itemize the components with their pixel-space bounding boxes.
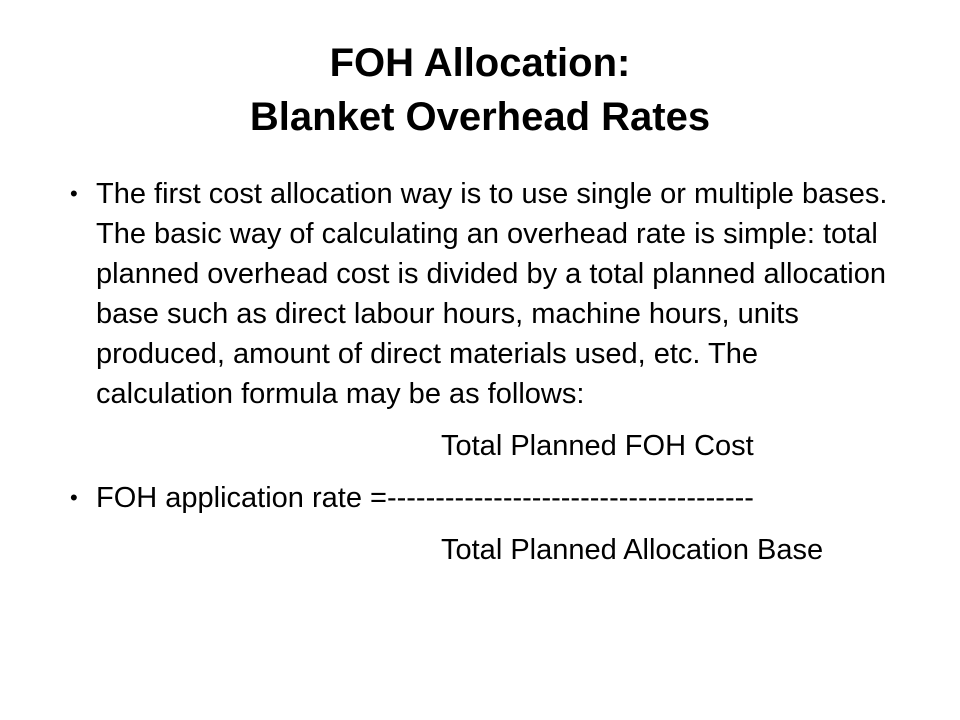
bullet-item <box>70 174 900 414</box>
bullet-marker: • <box>70 181 78 206</box>
slide-title <box>60 36 900 144</box>
formula-numerator: Total Planned FOH Cost <box>441 430 754 462</box>
title-line-2: Blanket Overhead Rates <box>249 95 711 139</box>
slide-body <box>70 174 900 570</box>
bullet-marker: • <box>70 485 78 510</box>
formula-label: FOH application rate =-------------------------------------- <box>96 482 754 514</box>
bullet-text: The first cost allocation way is to use single or multiple bases. The basic way of calculating an overhead rate is simple: total planned overhead cost is divided by a total planned allocation base such as direct labour hours, machine hours, units produced, amount of direct materials used, etc. The calculation formula may be as follows: <box>96 178 888 410</box>
formula-denominator: Total Planned Allocation Base <box>441 534 824 566</box>
formula-bullet <box>70 478 900 518</box>
title-line-1: FOH Allocation: <box>329 41 631 85</box>
